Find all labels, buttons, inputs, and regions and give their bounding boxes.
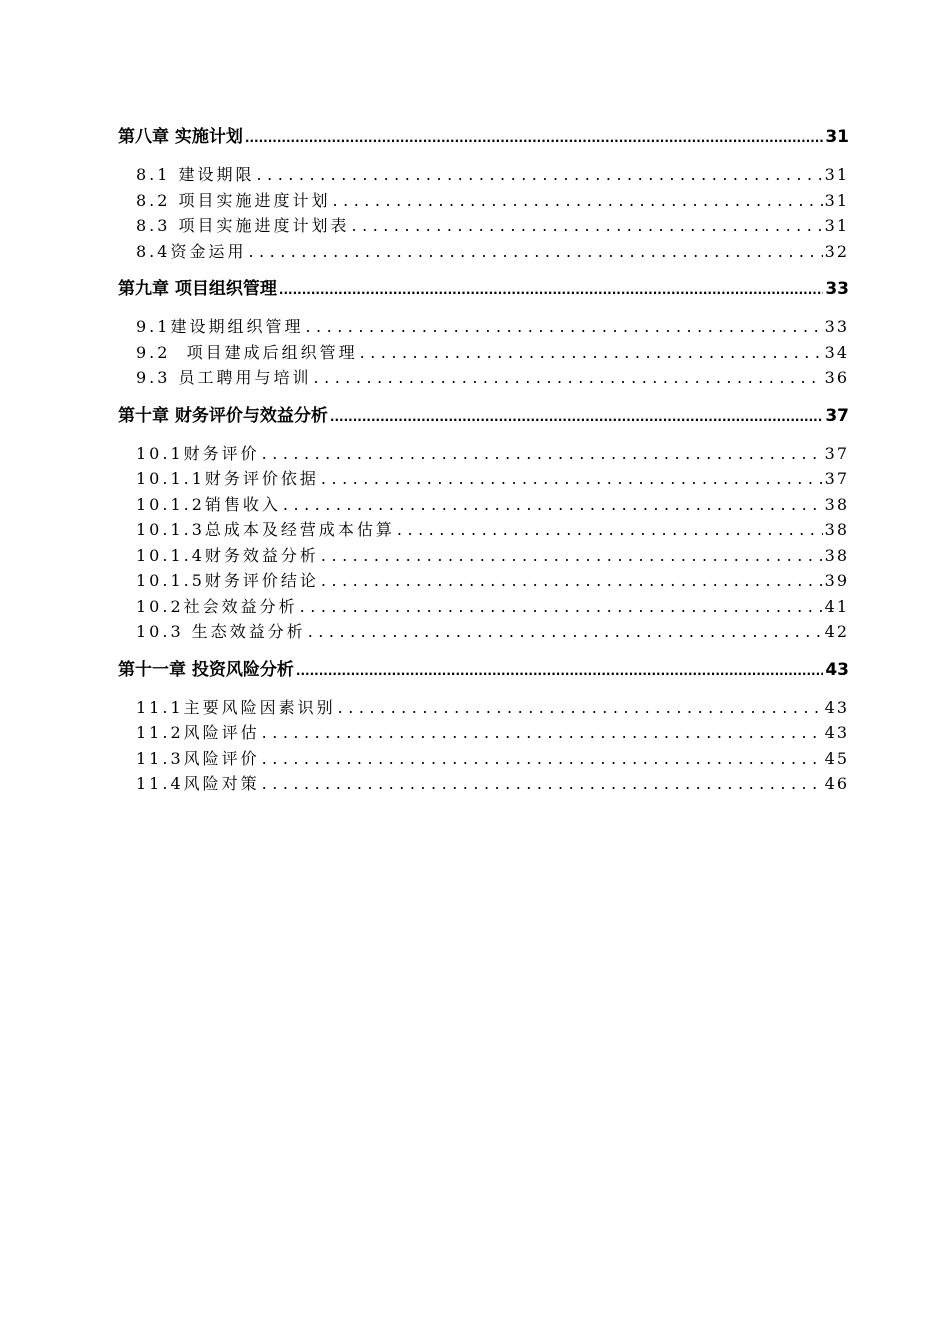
section-page-number: 39: [824, 571, 849, 590]
toc-section[interactable]: [136, 720, 849, 746]
section-title: 11.2风险评估: [136, 723, 260, 742]
chapter-page-number: 33: [825, 279, 849, 299]
chapter-title: 第十章 财务评价与效益分析: [118, 405, 328, 426]
section-title: 10.3 生态效益分析: [136, 622, 306, 641]
section-title: 10.1.1财务评价依据: [136, 469, 319, 488]
section-page-number: 37: [824, 469, 849, 488]
section-title: 10.1.2销售收入: [136, 494, 281, 514]
section-page-number: 31: [824, 190, 849, 210]
dot-leader: [360, 340, 823, 366]
section-title: 11.1主要风险因素识别: [136, 697, 336, 717]
section-title: 8.3 项目实施进度计划表: [136, 216, 350, 235]
section-title: 11.4风险对策: [136, 774, 260, 793]
toc-section[interactable]: [136, 365, 849, 391]
dot-leader: [308, 619, 823, 645]
section-page-number: 43: [824, 723, 849, 742]
chapter-title: 第八章 实施计划: [118, 127, 243, 147]
toc-chapter-9[interactable]: [118, 274, 849, 304]
dot-leader: [262, 720, 823, 746]
section-title: 9.1建设期组织管理: [136, 317, 304, 336]
section-title: 10.1财务评价: [136, 443, 260, 463]
toc-sections-8: [118, 162, 849, 264]
toc-section[interactable]: [136, 695, 849, 721]
dot-leader: [338, 695, 823, 721]
section-page-number: 32: [824, 241, 849, 261]
toc-section[interactable]: [136, 568, 849, 594]
toc-section[interactable]: [136, 441, 849, 467]
toc-section[interactable]: [136, 314, 849, 340]
dot-leader: [397, 517, 823, 543]
toc-section[interactable]: [136, 517, 849, 543]
section-title: 8.2 项目实施进度计划: [136, 190, 331, 210]
section-title: 9.2 项目建成后组织管理: [136, 342, 358, 362]
dot-leader: [262, 771, 823, 797]
section-title: 8.4资金运用: [136, 241, 247, 261]
chapter-title: 第十一章 投资风险分析: [118, 659, 294, 680]
dot-leader: [248, 239, 822, 265]
toc-section[interactable]: [136, 771, 849, 797]
toc-section[interactable]: [136, 162, 849, 188]
toc-chapter-10[interactable]: [118, 401, 849, 431]
section-page-number: 33: [824, 317, 849, 336]
section-page-number: 38: [824, 545, 849, 565]
section-page-number: 45: [824, 748, 849, 768]
toc-chapter-11[interactable]: [118, 655, 849, 685]
section-page-number: 31: [824, 165, 849, 184]
dot-leader: [262, 746, 823, 772]
toc-section[interactable]: [136, 188, 849, 214]
dot-leader: [321, 466, 823, 492]
toc-section[interactable]: [136, 340, 849, 366]
toc-section[interactable]: [136, 619, 849, 645]
toc-sections-9: [118, 314, 849, 391]
chapter-title: 第九章 项目组织管理: [118, 279, 277, 299]
dot-leader: [262, 441, 823, 467]
chapter-page-number: 31: [825, 127, 849, 147]
dot-leader: [314, 365, 823, 391]
dot-leader: [257, 162, 823, 188]
section-page-number: 37: [824, 443, 849, 463]
section-title: 10.1.3总成本及经营成本估算: [136, 520, 395, 539]
section-page-number: 36: [824, 368, 849, 387]
dot-leader: [333, 188, 823, 214]
dot-leader: [305, 314, 822, 340]
section-page-number: 46: [824, 774, 849, 793]
section-page-number: 34: [824, 342, 849, 362]
dot-leader: [321, 543, 823, 569]
dot-leader: [296, 655, 823, 685]
toc-section[interactable]: [136, 492, 849, 518]
table-of-contents: [118, 122, 849, 797]
section-title: 10.1.4财务效益分析: [136, 545, 319, 565]
toc-sections-11: [118, 695, 849, 797]
chapter-page-number: 43: [825, 659, 849, 680]
toc-chapter-8[interactable]: [118, 122, 849, 152]
section-page-number: 38: [824, 520, 849, 539]
dot-leader: [330, 401, 823, 431]
dot-leader: [352, 213, 823, 239]
section-page-number: 41: [824, 596, 849, 616]
toc-section[interactable]: [136, 746, 849, 772]
section-title: 10.1.5财务评价结论: [136, 571, 319, 590]
chapter-page-number: 37: [825, 405, 849, 426]
section-title: 10.2社会效益分析: [136, 596, 298, 616]
section-title: 9.3 员工聘用与培训: [136, 368, 312, 387]
section-title: 11.3风险评价: [136, 748, 260, 768]
section-title: 8.1 建设期限: [136, 165, 255, 184]
dot-leader: [283, 492, 823, 518]
toc-section[interactable]: [136, 239, 849, 265]
section-page-number: 38: [824, 494, 849, 514]
toc-section[interactable]: [136, 594, 849, 620]
toc-section[interactable]: [136, 213, 849, 239]
toc-section[interactable]: [136, 466, 849, 492]
section-page-number: 42: [824, 622, 849, 641]
dot-leader: [321, 568, 823, 594]
dot-leader: [245, 122, 823, 152]
toc-section[interactable]: [136, 543, 849, 569]
section-page-number: 31: [824, 216, 849, 235]
dot-leader: [279, 274, 823, 304]
toc-sections-10: [118, 441, 849, 645]
section-page-number: 43: [824, 697, 849, 717]
dot-leader: [300, 594, 823, 620]
